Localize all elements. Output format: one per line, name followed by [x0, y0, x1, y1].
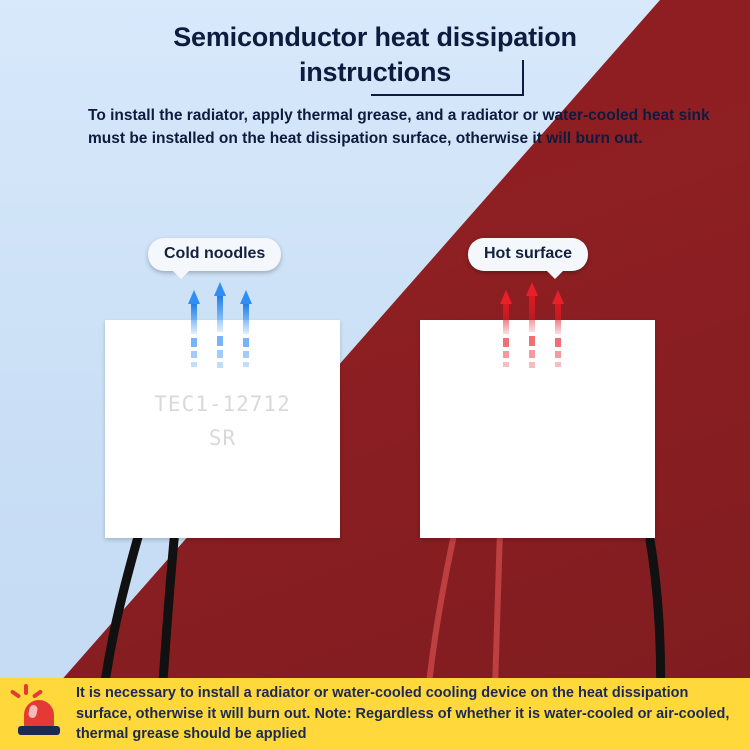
- label-hot-side-text: Hot surface: [484, 245, 573, 262]
- hot-airflow-arrows-icon: [490, 282, 600, 402]
- cold-airflow-arrows-icon: [178, 282, 288, 402]
- module-model-line1: TEC1-12712: [154, 392, 291, 416]
- label-cold-side-text: Cold noodles: [164, 245, 266, 262]
- page-title-line2: instructions: [298, 56, 452, 87]
- page-title-line1: Semiconductor heat dissipation: [173, 22, 577, 52]
- warning-banner-text: It is necessary to install a radiator or water-cooled cooling device on the heat dissipation surface, otherwise it will burn out. Note: Regardless of whether it is water-cooled or air-cooled, thermal grease should be applied: [76, 685, 730, 743]
- header-area: [0, 0, 750, 185]
- title-accent-vertical: [522, 60, 524, 96]
- page-title: [0, 20, 750, 89]
- page-subtitle: To install the radiator, apply thermal grease, and a radiator or water-cooled heat sink must be installed on the heat dissipation surface, otherwise it will burn out.: [88, 107, 710, 148]
- label-hot-side: [468, 238, 588, 271]
- warning-banner: [0, 678, 750, 750]
- module-model-line2: SR: [208, 426, 237, 450]
- label-cold-side: [148, 238, 281, 271]
- alarm-siren-icon: [0, 678, 76, 750]
- title-accent-horizontal: [371, 94, 524, 96]
